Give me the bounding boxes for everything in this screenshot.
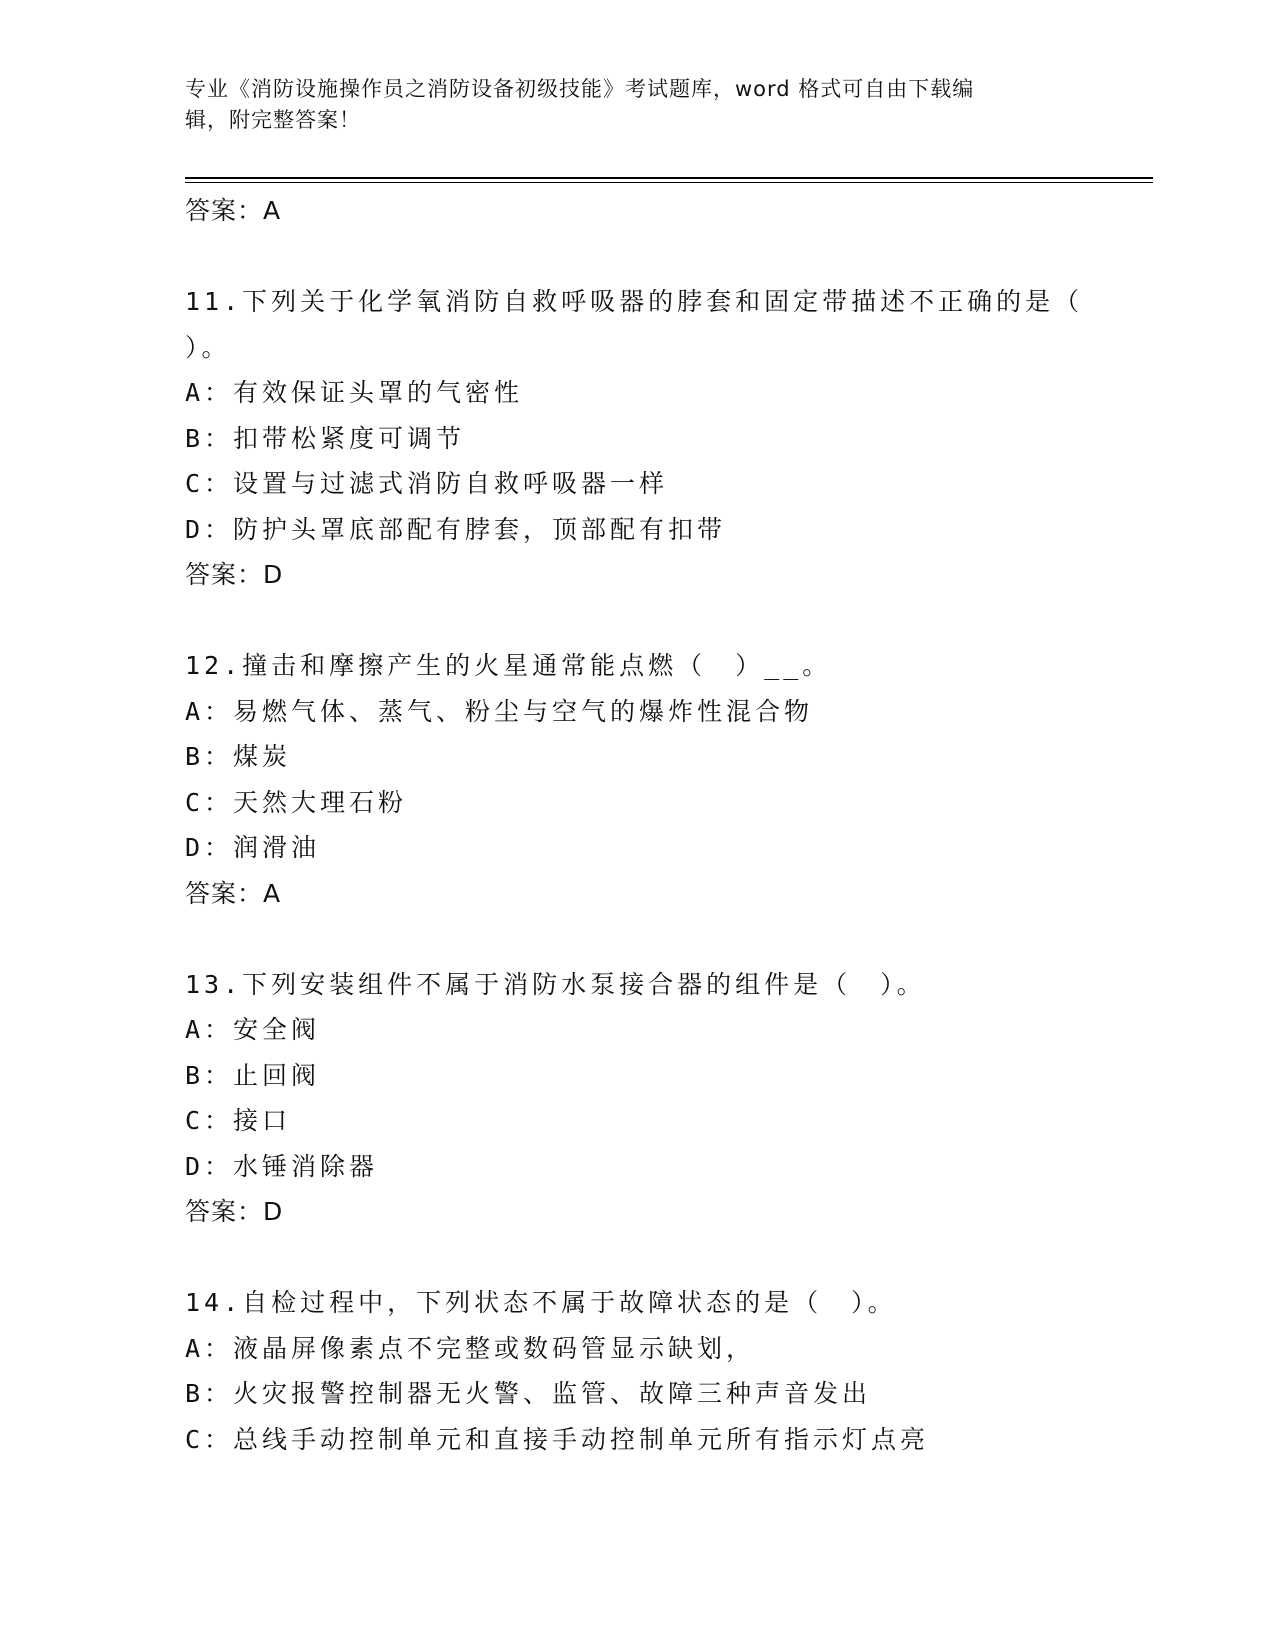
spacer [185,598,1085,643]
option-d: D：水锤消除器 [185,1151,379,1181]
option-c: C：设置与过滤式消防自救呼吸器一样 [185,469,669,498]
option-b: B：止回阀 [185,1060,321,1090]
option-c: C：接口 [185,1106,292,1135]
spacer [185,234,1085,279]
option-b: B：扣带松紧度可调节 [185,423,466,453]
header-rule-thick [185,177,1153,179]
question-stem: 14.自检过程中，下列状态不属于故障状态的是（ ）。 [185,1288,897,1317]
option-a: A：有效保证头罩的气密性 [185,378,524,407]
option-d: D：润滑油 [185,833,321,862]
answer: 答案：A [185,878,282,908]
option-a: A：易燃气体、蒸气、粉尘与空气的爆炸性混合物 [185,696,814,726]
option-b: B：煤炭 [185,742,292,771]
question-stem: 11.下列关于化学氧消防自救呼吸器的脖套和固定带描述不正确的是（ [185,287,1084,316]
question-stem: 12.撞击和摩擦产生的火星通常能点燃（ ）__。 [185,651,832,680]
option-a: A：液晶屏像素点不完整或数码管显示缺划， [185,1333,756,1363]
option-d: D：防护头罩底部配有脖套，顶部配有扣带 [185,514,727,544]
answer: 答案：D [185,560,284,589]
spacer [185,1235,1085,1280]
spacer [185,917,1085,962]
header-rule-thin [185,182,1153,183]
question-11 [185,279,1085,598]
question-14 [185,1280,1085,1462]
option-a: A：安全阀 [185,1015,321,1044]
option-b: B：火灾报警控制器无火警、监管、故障三种声音发出 [185,1379,872,1408]
document-header [185,74,1070,136]
option-c: C：总线手动控制单元和直接手动控制单元所有指示灯点亮 [185,1424,930,1454]
question-13 [185,962,1085,1236]
question-stem: 13.下列安装组件不属于消防水泵接合器的组件是（ ）。 [185,969,926,999]
answer-previous: 答案：A [185,196,282,225]
header-line-1: 专业《消防设施操作员之消防设备初级技能》考试题库，word 格式可自由下载编 [185,77,975,101]
question-12 [185,643,1085,917]
option-c: C：天然大理石粉 [185,787,408,817]
question-stem-continued: ）。 [185,332,231,362]
document-body [185,188,1085,1462]
header-line-2: 辑，附完整答案！ [185,108,361,132]
answer: 答案：D [185,1197,284,1226]
